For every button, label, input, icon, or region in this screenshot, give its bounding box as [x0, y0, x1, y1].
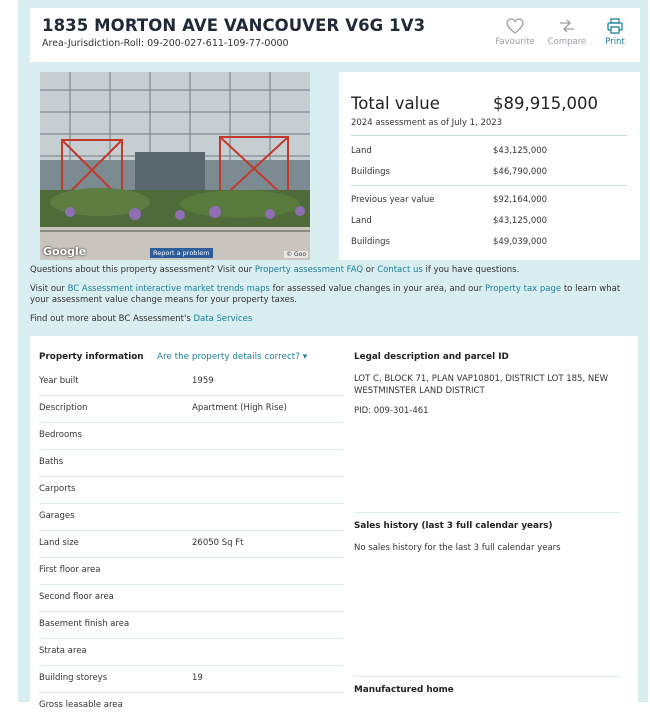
sales-history-text: No sales history for the last 3 full calendar years: [354, 543, 561, 553]
value-row-previous-land: [351, 216, 627, 226]
property-row-label: Description: [39, 403, 88, 413]
value-row-label: Previous year value: [351, 195, 435, 205]
property-row: [39, 693, 344, 720]
property-row: [39, 423, 344, 450]
info-text: for assessed value changes in your area, and our: [269, 284, 485, 294]
property-row-value: Apartment (High Rise): [192, 403, 287, 413]
property-row: [39, 450, 344, 477]
property-row-label: Garages: [39, 511, 75, 521]
value-row-amount: $46,790,000: [493, 167, 548, 177]
property-address: 1835 MORTON AVE VANCOUVER V6G 1V3: [42, 16, 426, 35]
total-value-label: Total value: [351, 94, 440, 113]
property-row-value: 19: [192, 673, 203, 683]
value-row-land: [351, 146, 627, 156]
compare-button[interactable]: [540, 18, 594, 47]
divider: [354, 512, 620, 513]
favourite-button[interactable]: [488, 18, 542, 47]
value-row-buildings: [351, 167, 627, 177]
value-row-amount: $92,164,000: [493, 195, 548, 205]
value-row-label: Land: [351, 216, 372, 226]
property-row: [39, 369, 344, 396]
property-row: [39, 531, 344, 558]
sales-history-heading: Sales history (last 3 full calendar years): [354, 521, 553, 531]
heart-icon: [506, 18, 524, 34]
google-logo: Google: [43, 245, 87, 258]
faq-note: [30, 265, 635, 276]
property-row-label: Land size: [39, 538, 79, 548]
compare-icon: [558, 18, 576, 34]
property-row-label: Second floor area: [39, 592, 114, 602]
street-view-photo[interactable]: [40, 72, 310, 260]
faq-link[interactable]: Property assessment FAQ: [254, 265, 364, 275]
property-header: [30, 8, 640, 62]
printer-icon: [606, 18, 624, 34]
print-label: Print: [605, 37, 625, 47]
value-row-previous-buildings: [351, 237, 627, 247]
property-row-value: 1959: [192, 376, 214, 386]
building-image: [40, 72, 310, 260]
property-row: [39, 477, 344, 504]
manufactured-home-heading: Manufactured home: [354, 685, 454, 695]
property-row-label: Carports: [39, 484, 76, 494]
info-text: if you have questions.: [422, 265, 520, 275]
assessment-values-card: [339, 72, 640, 260]
property-row: [39, 585, 344, 612]
info-text: or: [363, 265, 378, 275]
property-row-label: Building storeys: [39, 673, 108, 683]
divider: [351, 135, 627, 136]
property-details-correct-dropdown[interactable]: Are the property details correct? ▾: [157, 352, 308, 362]
market-trends-note: [30, 284, 635, 306]
divider: [354, 676, 620, 677]
property-row-label: Strata area: [39, 646, 87, 656]
property-row-label: Basement finish area: [39, 619, 130, 629]
property-row-label: Gross leasable area: [39, 700, 123, 710]
favourite-label: Favourite: [495, 37, 535, 47]
property-info-heading: Property information: [39, 352, 144, 362]
value-row-previous-year: [351, 195, 627, 205]
contact-us-link[interactable]: Contact us: [377, 265, 423, 275]
map-copyright: © Goo: [286, 251, 306, 258]
legal-description: LOT C, BLOCK 71, PLAN VAP10801, DISTRICT LOT 185, NEW WESTMINSTER LAND DISTRICT: [354, 374, 608, 396]
roll-number: Area-Jurisdiction-Roll: 09-200-027-611-109-77-0000: [42, 38, 289, 49]
value-row-amount: $43,125,000: [493, 146, 548, 156]
value-row-amount: $43,125,000: [493, 216, 548, 226]
property-row: [39, 639, 344, 666]
data-services-note: [30, 314, 635, 325]
property-row: [39, 558, 344, 585]
value-row-amount: $49,039,000: [493, 237, 548, 247]
property-row: [39, 396, 344, 423]
property-tax-link[interactable]: Property tax page: [484, 284, 562, 294]
parcel-id: PID: 009-301-461: [354, 406, 429, 416]
assessment-date-note: 2024 assessment as of July 1, 2023: [351, 118, 503, 128]
report-problem-link[interactable]: Report a problem: [150, 248, 213, 258]
property-row-label: Bedrooms: [39, 430, 82, 440]
data-services-link[interactable]: Data Services: [193, 314, 253, 324]
property-details-panel: [30, 336, 638, 710]
property-row-label: Baths: [39, 457, 64, 467]
value-row-label: Buildings: [351, 237, 390, 247]
info-text: Visit our: [30, 284, 68, 294]
info-text: to learn what your assessment value change means for your property taxes.: [30, 284, 621, 305]
divider: [351, 185, 627, 186]
compare-label: Compare: [547, 37, 587, 47]
property-row-label: Year built: [39, 376, 79, 386]
info-text: Questions about this property assessment? Visit our: [30, 265, 255, 275]
total-value: $89,915,000: [493, 94, 598, 113]
value-row-label: Land: [351, 146, 372, 156]
legal-description-heading: Legal description and parcel ID: [354, 352, 509, 362]
property-row: [39, 612, 344, 639]
info-text: Find out more about BC Assessment's: [30, 314, 194, 324]
value-row-label: Buildings: [351, 167, 390, 177]
property-row: [39, 666, 344, 693]
property-row-value: 26050 Sq Ft: [192, 538, 244, 548]
property-row: [39, 504, 344, 531]
print-button[interactable]: [588, 18, 642, 47]
market-trends-link[interactable]: BC Assessment interactive market trends maps: [67, 284, 270, 294]
property-row-label: First floor area: [39, 565, 101, 575]
